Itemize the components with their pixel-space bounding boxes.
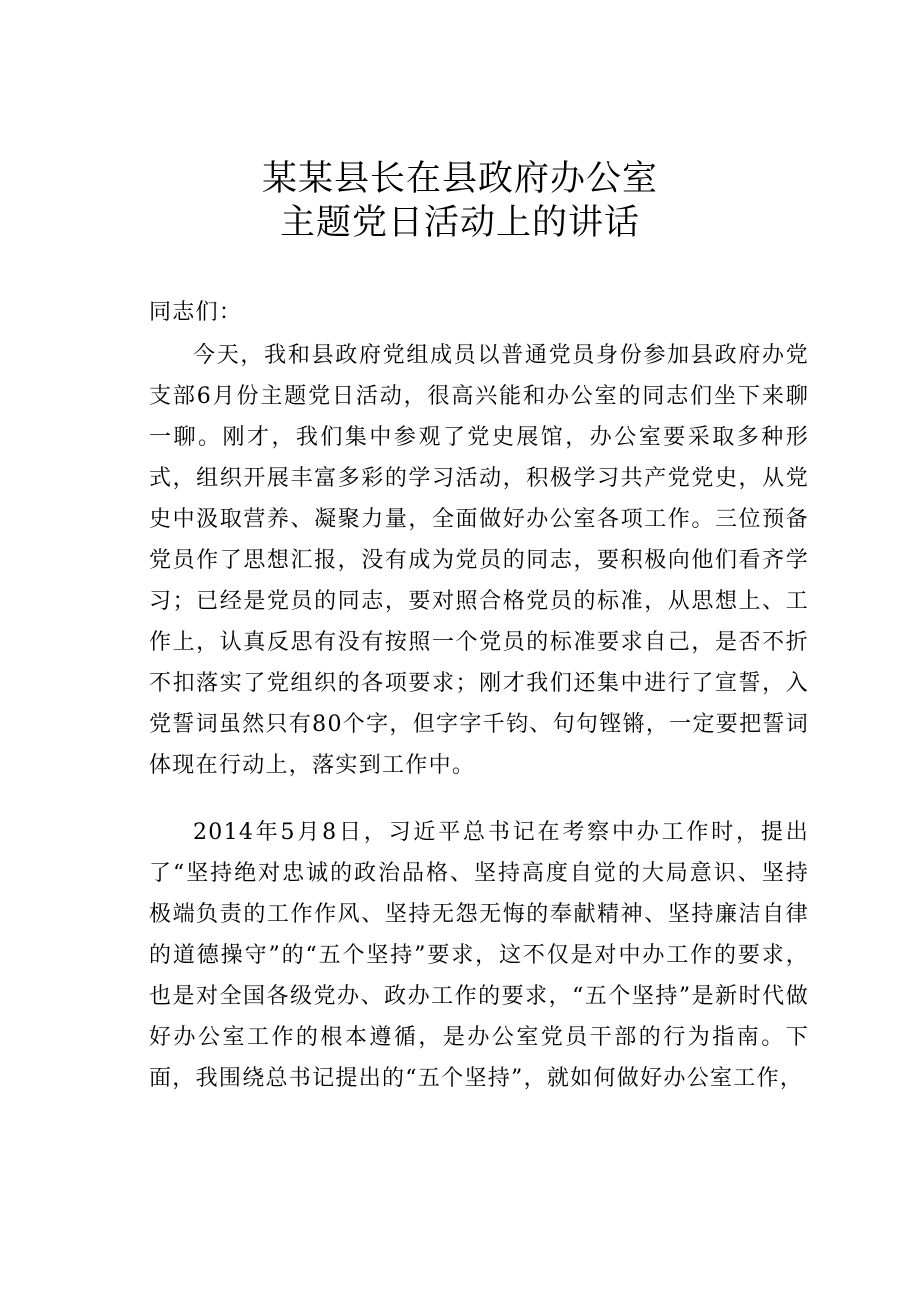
document-title-line-1: 某某县长在县政府办公室: [261, 159, 658, 199]
paragraph: 2014年5月8日，习近平总书记在考察中办工作时，提出了“坚持绝对忠诚的政治品格、坚持高度自觉的大局意识、坚持极端负责的工作作风、坚持无怨无悔的奉献精神、坚持廉洁自律的道德操守”的“五个坚持”要求，这不仅是对中办工作的要求，也是对全国各级党办、政办工作的要求，“五个坚持”是新时代做好办公室工作的根本遵循，是办公室党员干部的行为指南。下面，我围绕总书记提出的“五个坚持”，就如何做好办公室工作，: [149, 820, 809, 1091]
paragraph: 今天，我和县政府党组成员以普通党员身份参加县政府办党支部6月份主题党日活动，很高兴能和办公室的同志们坐下来聊一聊。刚才，我们集中参观了党史展馆，办公室要采取多种形式，组织开展丰富多彩的学习活动，积极学习共产党党史，从党史中汲取营养、凝聚力量，全面做好办公室各项工作。三位预备党员作了思想汇报，没有成为党员的同志，要积极向他们看齐学习；已经是党员的同志，要对照合格党员的标准，从思想上、工作上，认真反思有没有按照一个党员的标准要求自己，是否不折不扣落实了党组织的各项要求；刚才我们还集中进行了宣誓，入党誓词虽然只有80个字，但字字千钧、句句铿锵，一定要把誓词体现在行动上，落实到工作中。: [149, 343, 809, 778]
document-title-line-2: 主题党日活动上的讲话: [279, 203, 640, 243]
salutation: 同志们：: [149, 300, 243, 325]
